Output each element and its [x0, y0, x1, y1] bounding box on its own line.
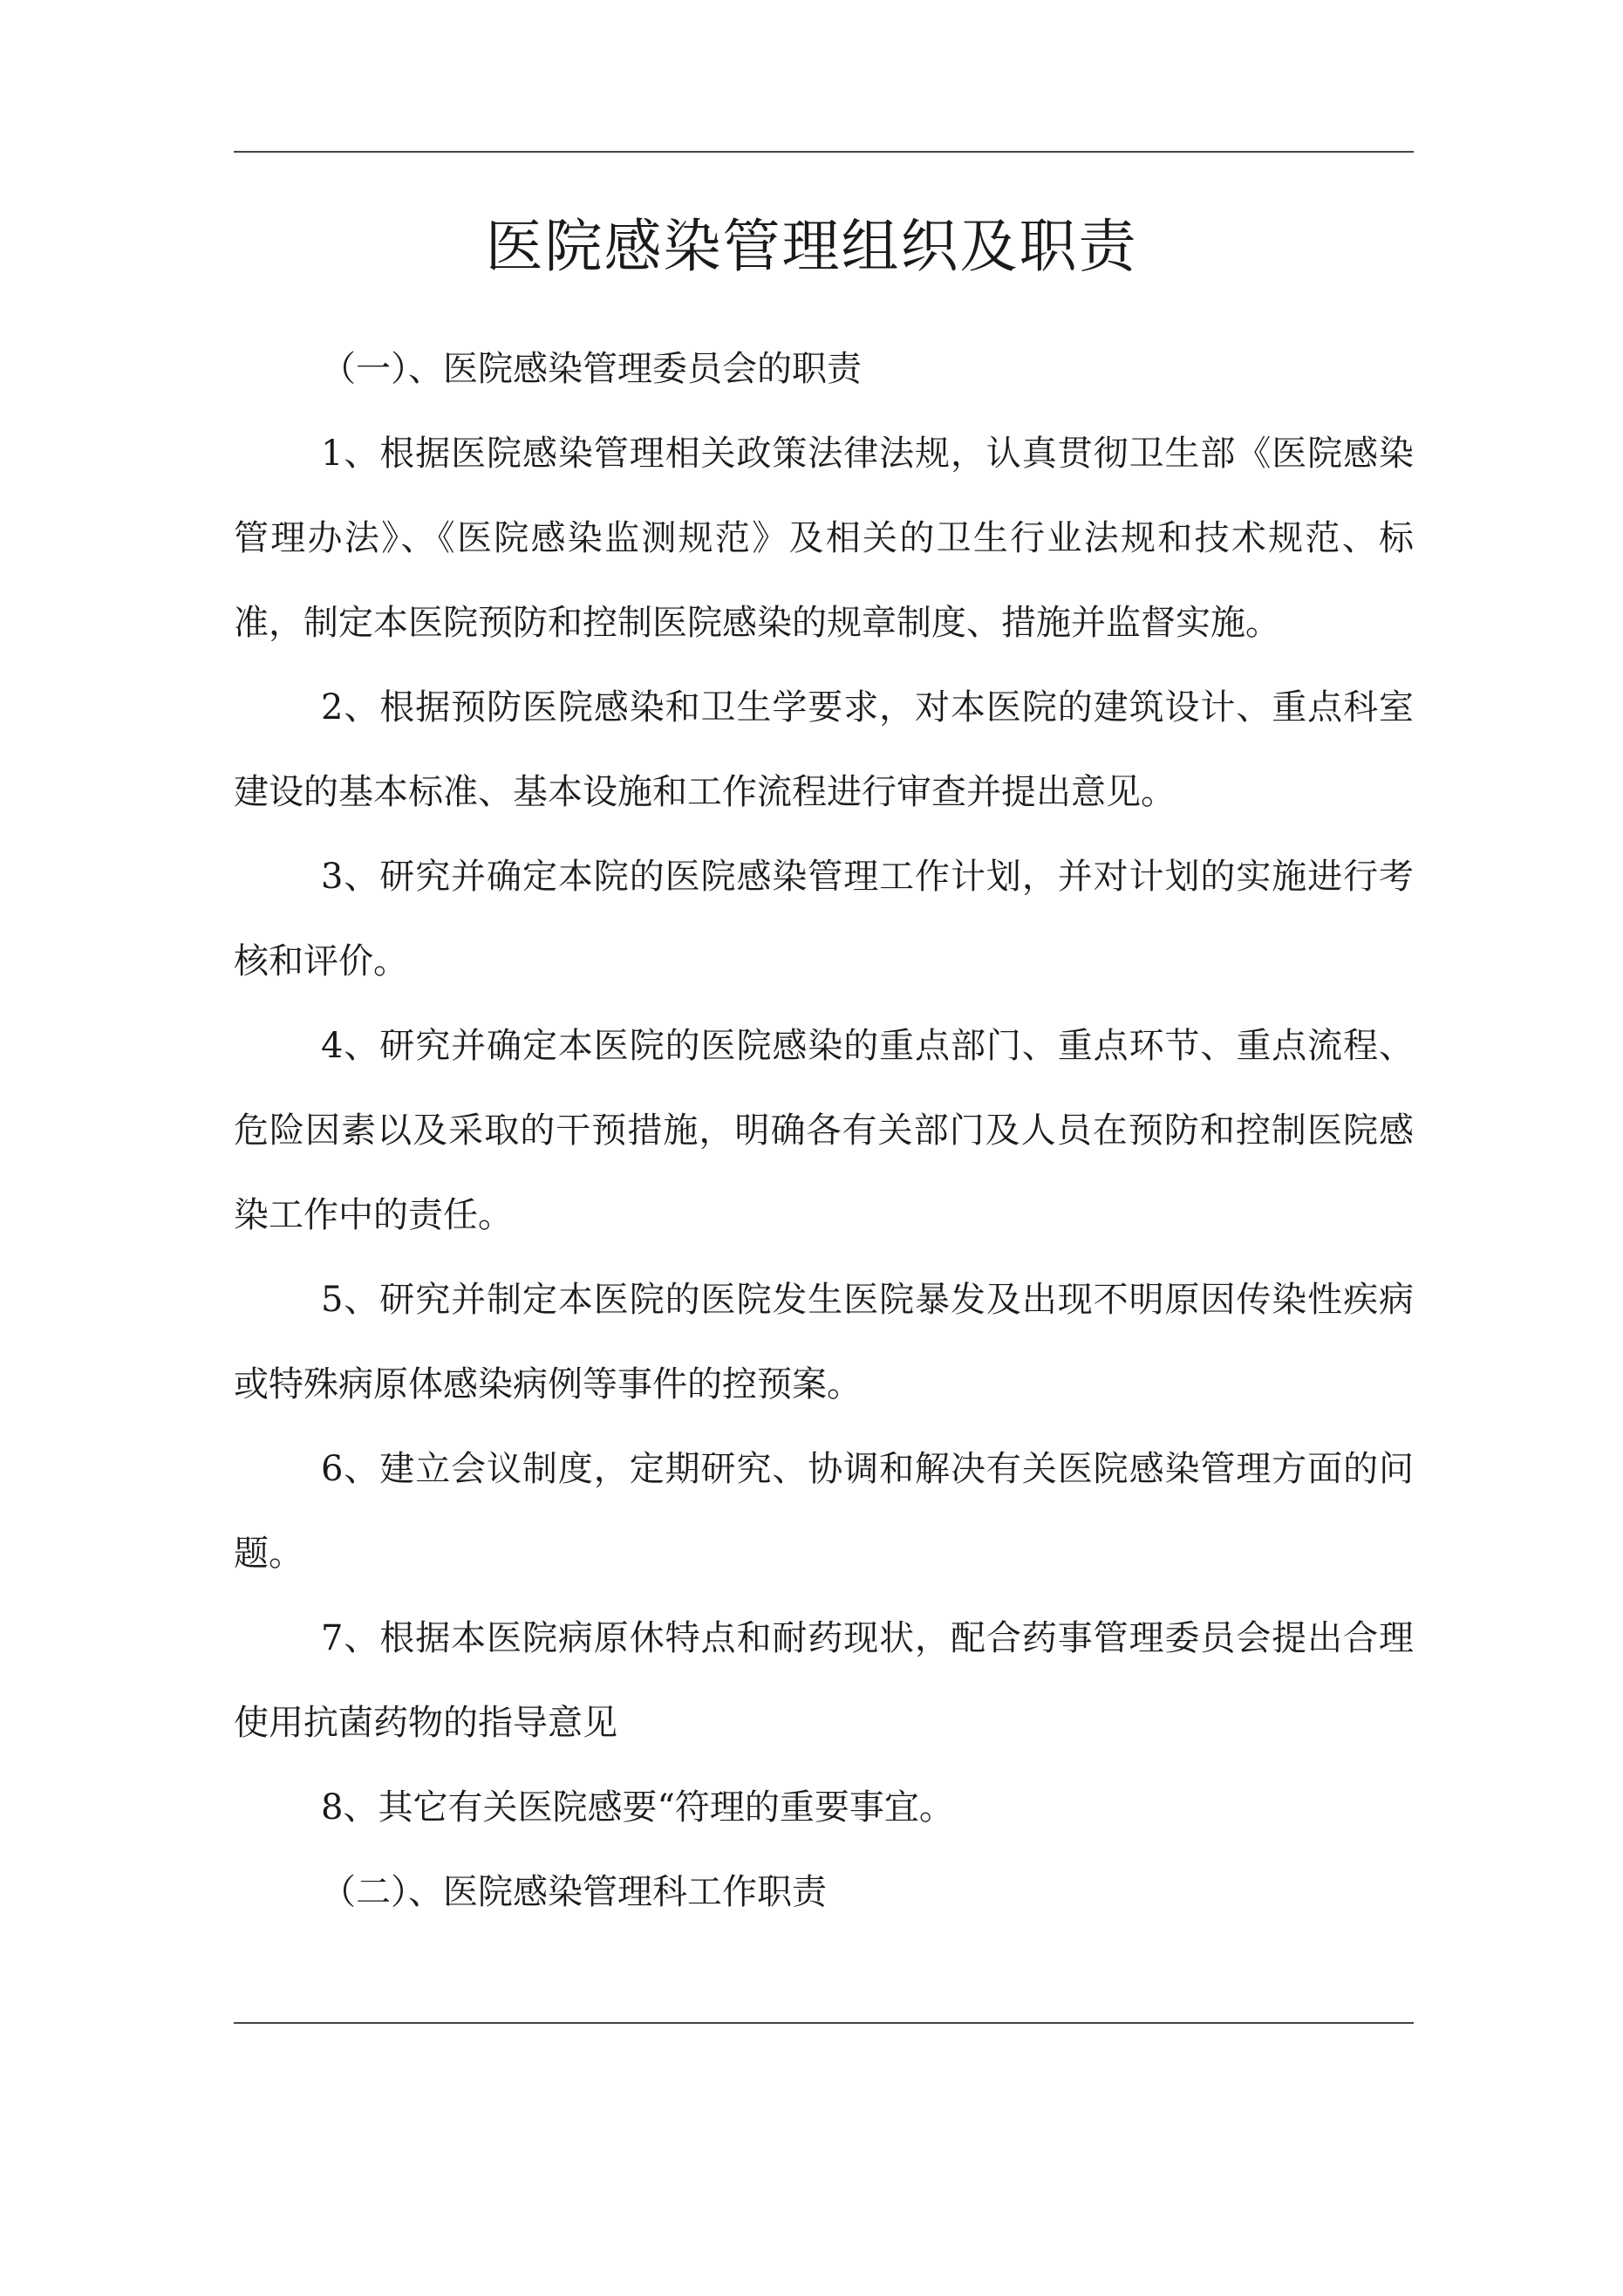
footer-rule: [234, 2022, 1414, 2024]
header-rule: [234, 151, 1414, 153]
list-item-7: 7、根据本医院病原休特点和耐药现状，配合药事管理委员会提出合理使用抗菌药物的指导意见: [234, 1618, 1414, 1743]
page-title: 医院感染管理组织及职责: [485, 213, 1138, 280]
list-item-2: 2、根据预防医院感染和卫生学要求，对本医院的建筑设计、重点科室建设的基本标准、基本设施和工作流程进行审查并提出意见。: [234, 687, 1414, 812]
list-item-5: 5、研究并制定本医院的医院发生医院暴发及出现不明原因传染性疾病或特殊病原体感染病例等事件的控预案。: [234, 1280, 1414, 1404]
list-item-6: 6、建立会议制度，定期研究、协调和解决有关医院感染管理方面的问题。: [234, 1449, 1414, 1574]
section-heading-2: （二）、医院感染管理科工作职责: [321, 1872, 827, 1912]
list-item-8: 8、其它有关医院感要“符理的重要事宜。: [321, 1787, 954, 1828]
section-heading-1: （一）、医院感染管理委员会的职责: [321, 349, 862, 389]
list-item-3: 3、研究并确定本院的医院感染管理工作计划，并对计划的实施进行考核和评价。: [234, 857, 1414, 981]
document-body: [234, 327, 1414, 1935]
list-item-4: 4、研究并确定本医院的医院感染的重点部门、重点环节、重点流程、危险因素以及采取的干预措施，明确各有关部门及人员在预防和控制医院感染工作中的责任。: [234, 1026, 1414, 1235]
list-item-1: 1、根据医院感染管理相关政策法律法规，认真贯彻卫生部《医院感染管理办法》、《医院感染监测规范》及相关的卫生行业法规和技术规范、标准，制定本医院预防和控制医院感染的规章制度、措施并监督实施。: [234, 434, 1414, 643]
